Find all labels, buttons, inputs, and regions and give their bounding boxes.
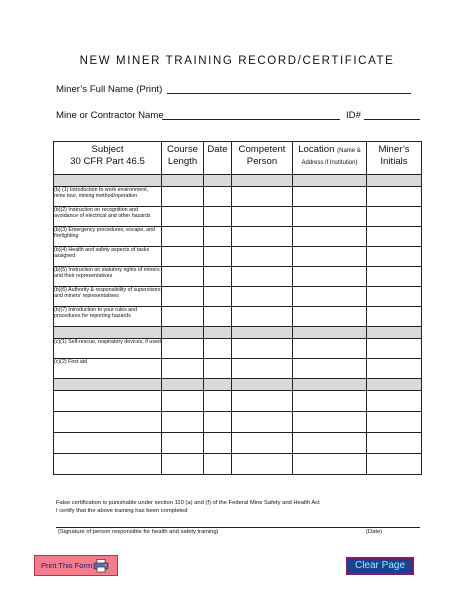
subject-cell[interactable] bbox=[54, 391, 162, 412]
competent-person-cell[interactable] bbox=[232, 412, 293, 433]
signature-line[interactable] bbox=[56, 527, 420, 528]
header-date-text: Date bbox=[207, 144, 228, 155]
location-cell[interactable] bbox=[293, 207, 367, 227]
header-location bbox=[293, 142, 367, 175]
header-course-line1: Course bbox=[167, 144, 198, 155]
initials-cell[interactable] bbox=[367, 287, 422, 307]
location-cell[interactable] bbox=[293, 412, 367, 433]
initials-cell[interactable] bbox=[367, 247, 422, 267]
competent-person-cell[interactable] bbox=[232, 187, 293, 207]
subject-cell: (b)(6) Authority & responsibility of supervisors and miners’ representatives bbox=[54, 287, 162, 307]
subject-cell[interactable] bbox=[54, 412, 162, 433]
date-cell[interactable] bbox=[204, 412, 232, 433]
subject-cell: (b) (1) Introduction to work environment, mine tour, mining method/operation bbox=[54, 187, 162, 207]
initials-cell[interactable] bbox=[367, 412, 422, 433]
clear-page-button[interactable]: Clear Page bbox=[346, 557, 414, 575]
header-subject-line1: Subject bbox=[91, 144, 124, 155]
competent-person-cell[interactable] bbox=[232, 307, 293, 327]
mine-name-label: Mine or Contractor Name bbox=[56, 110, 164, 121]
date-cell[interactable] bbox=[204, 433, 232, 454]
subject-cell: (b)(5) Instruction on statutory rights of miners and their representatives bbox=[54, 267, 162, 287]
subject-cell: (b)(3) Emergency procedures, escape, and firefighting bbox=[54, 227, 162, 247]
subject-cell: (b)(7) Introduction to your rules and procedures for reporting hazards bbox=[54, 307, 162, 327]
course-length-cell[interactable] bbox=[162, 247, 204, 267]
initials-cell[interactable] bbox=[367, 187, 422, 207]
date-cell[interactable] bbox=[204, 287, 232, 307]
location-cell[interactable] bbox=[293, 339, 367, 359]
competent-person-cell[interactable] bbox=[232, 267, 293, 287]
header-subject-line2: 30 CFR Part 46.5 bbox=[70, 155, 145, 167]
competent-person-cell[interactable] bbox=[232, 391, 293, 412]
false-certification-notice: False certification is punishable under section 110 (a) and (f) of the Federal Mine Safety and Health Act bbox=[56, 500, 320, 506]
course-length-cell[interactable] bbox=[162, 433, 204, 454]
table-row bbox=[54, 187, 422, 207]
certification-statement: I certify that the above training has been completed bbox=[56, 508, 188, 514]
location-cell[interactable] bbox=[293, 454, 367, 475]
date-cell[interactable] bbox=[204, 207, 232, 227]
competent-person-cell[interactable] bbox=[232, 247, 293, 267]
table-row bbox=[54, 359, 422, 379]
id-label: ID# bbox=[346, 110, 361, 121]
table-row bbox=[54, 391, 422, 412]
course-length-cell[interactable] bbox=[162, 207, 204, 227]
header-course-length bbox=[162, 142, 204, 175]
date-cell[interactable] bbox=[204, 267, 232, 287]
table-row bbox=[54, 433, 422, 454]
initials-cell[interactable] bbox=[367, 227, 422, 247]
date-cell[interactable] bbox=[204, 307, 232, 327]
table-row bbox=[54, 287, 422, 307]
competent-person-cell[interactable] bbox=[232, 359, 293, 379]
subject-cell: (b)(2) Instruction on recognition and avoidance of electrical and other hazards bbox=[54, 207, 162, 227]
course-length-cell[interactable] bbox=[162, 391, 204, 412]
initials-cell[interactable] bbox=[367, 307, 422, 327]
competent-person-cell[interactable] bbox=[232, 454, 293, 475]
header-location-small2: Address if Institution) bbox=[301, 159, 358, 166]
initials-cell[interactable] bbox=[367, 433, 422, 454]
initials-cell[interactable] bbox=[367, 267, 422, 287]
header-competent-person bbox=[232, 142, 293, 175]
initials-cell[interactable] bbox=[367, 359, 422, 379]
print-form-label: Print This Form bbox=[41, 561, 93, 570]
course-length-cell[interactable] bbox=[162, 187, 204, 207]
mine-name-field[interactable] bbox=[162, 119, 340, 120]
competent-person-cell[interactable] bbox=[232, 433, 293, 454]
header-miners-initials bbox=[367, 142, 422, 175]
course-length-cell[interactable] bbox=[162, 287, 204, 307]
table-row bbox=[54, 267, 422, 287]
table-row bbox=[54, 227, 422, 247]
table-row bbox=[54, 207, 422, 227]
competent-person-cell[interactable] bbox=[232, 207, 293, 227]
subject-cell: (c)(2) First aid bbox=[54, 359, 162, 379]
course-length-cell[interactable] bbox=[162, 454, 204, 475]
initials-cell[interactable] bbox=[367, 454, 422, 475]
training-record-table bbox=[53, 141, 422, 475]
header-competent-line1: Competent bbox=[238, 144, 286, 155]
header-location-text: Location bbox=[298, 144, 335, 155]
competent-person-cell[interactable] bbox=[232, 339, 293, 359]
date-cell[interactable] bbox=[204, 391, 232, 412]
competent-person-cell[interactable] bbox=[232, 287, 293, 307]
miner-name-label: Miner’s Full Name (Print) bbox=[56, 84, 163, 95]
initials-cell[interactable] bbox=[367, 339, 422, 359]
print-form-button[interactable] bbox=[34, 555, 118, 576]
location-cell[interactable] bbox=[293, 187, 367, 207]
table-row bbox=[54, 339, 422, 359]
date-cell[interactable] bbox=[204, 187, 232, 207]
initials-cell[interactable] bbox=[367, 207, 422, 227]
course-length-cell[interactable] bbox=[162, 227, 204, 247]
date-cell[interactable] bbox=[204, 227, 232, 247]
subject-cell: (c)(1) Self-rescue, respiratory devices, if used bbox=[54, 339, 162, 359]
date-cell[interactable] bbox=[204, 247, 232, 267]
location-cell[interactable] bbox=[293, 391, 367, 412]
location-cell[interactable] bbox=[293, 287, 367, 307]
course-length-cell[interactable] bbox=[162, 412, 204, 433]
table-row bbox=[54, 247, 422, 267]
separator-row bbox=[54, 175, 422, 187]
header-competent-line2: Person bbox=[246, 155, 278, 167]
signature-label: (Signature of person responsible for health and safety training) bbox=[58, 529, 219, 535]
table-row bbox=[54, 454, 422, 475]
subject-cell[interactable] bbox=[54, 433, 162, 454]
initials-cell[interactable] bbox=[367, 391, 422, 412]
printer-icon bbox=[93, 559, 109, 573]
date-cell[interactable] bbox=[204, 454, 232, 475]
header-location-small1: (Name & bbox=[337, 148, 361, 154]
separator-row bbox=[54, 379, 422, 391]
date-label: (Date) bbox=[366, 529, 383, 535]
location-cell[interactable] bbox=[293, 227, 367, 247]
competent-person-cell[interactable] bbox=[232, 227, 293, 247]
form-title: NEW MINER TRAINING RECORD/CERTIFICATE bbox=[79, 55, 395, 67]
header-initials-line2: Initials bbox=[380, 155, 408, 167]
location-cell[interactable] bbox=[293, 359, 367, 379]
course-length-cell[interactable] bbox=[162, 307, 204, 327]
table-row bbox=[54, 412, 422, 433]
location-cell[interactable] bbox=[293, 433, 367, 454]
miner-name-field[interactable] bbox=[167, 93, 411, 94]
header-date bbox=[204, 142, 232, 175]
header-subject bbox=[54, 142, 162, 175]
course-length-cell[interactable] bbox=[162, 339, 204, 359]
header-initials-line1: Miner’s bbox=[378, 144, 410, 155]
course-length-cell[interactable] bbox=[162, 359, 204, 379]
location-cell[interactable] bbox=[293, 267, 367, 287]
subject-cell[interactable] bbox=[54, 454, 162, 475]
location-cell[interactable] bbox=[293, 307, 367, 327]
id-field[interactable] bbox=[364, 119, 420, 120]
table-row bbox=[54, 307, 422, 327]
subject-cell: (b)(4) Health and safety aspects of tasks assigned bbox=[54, 247, 162, 267]
separator-row bbox=[54, 327, 422, 339]
header-course-line2: Length bbox=[167, 155, 198, 167]
date-cell[interactable] bbox=[204, 339, 232, 359]
date-cell[interactable] bbox=[204, 359, 232, 379]
course-length-cell[interactable] bbox=[162, 267, 204, 287]
location-cell[interactable] bbox=[293, 247, 367, 267]
